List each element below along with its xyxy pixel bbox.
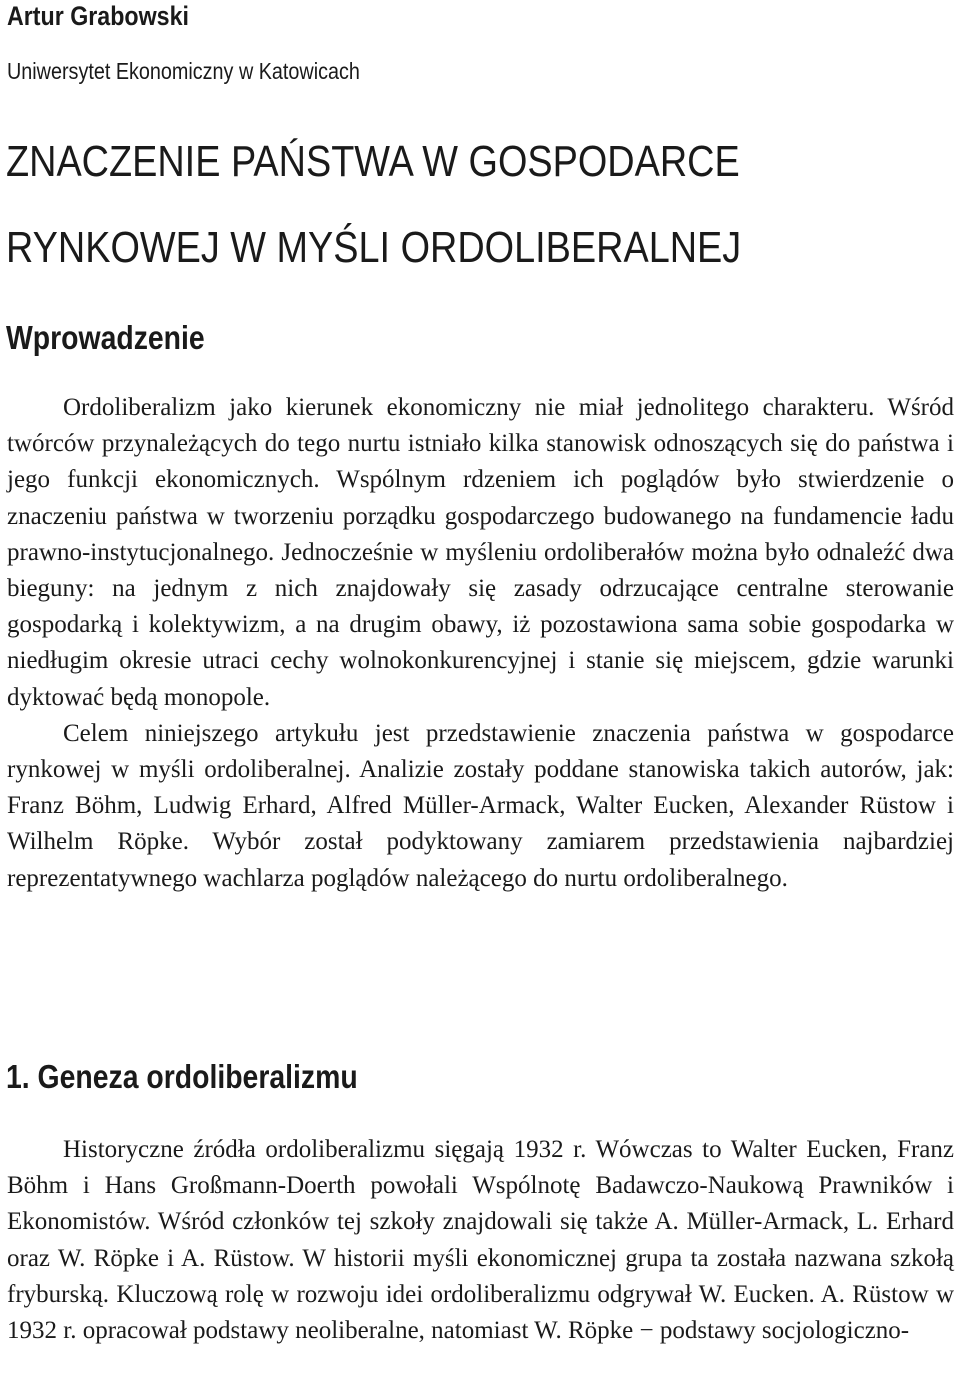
paragraph: Celem niniejszego artykułu jest przedstawienie znaczenia państwa w gospodarce rynkowej w myśli ordoliberalnej. Analizie zostały poddane stanowiska takich autorów, jak: Franz Böhm, Ludwig Erhard, Alfred Müller-Armack, Walter Eucken, Alexander Rüstow i Wilhelm Röpke. Wybór został podyktowany zamiarem przedstawienia najbardziej reprezentatywnego wachlarza poglądów należącego do nurtu ordoliberalnego. [7, 719, 954, 892]
introduction-body [7, 390, 954, 897]
paragraph: Ordoliberalizm jako kierunek ekonomiczny nie miał jednolitego charakteru. Wśród twórców przynależących do tego nurtu istniało kilka stanowisk odnoszących się do państwa i jego funkcji ekonomicznych. Wspólnym rdzeniem ich poglądów było stwierdzenie o znaczeniu państwa w tworzeniu porządku gospodarczego budowanego na fundamencie ładu prawno-instytucjonalnego. Jednocześnie w myśleniu ordoliberałów można było odnaleźć dwa bieguny: na jednym z nich znajdowały się zasady odrzucające centralne sterowanie gospodarką i kolektywizm, a na drugim obawy, iż pozostawiona sama sobie gospodarka w niedługim okresie utraci cechy wolnokonkurencyjnej i stanie się miejscem, gdzie warunki dyktować będą monopole. [7, 394, 954, 711]
genesis-body [7, 1132, 954, 1349]
paragraph: Historyczne źródła ordoliberalizmu sięgają 1932 r. Wówczas to Walter Eucken, Franz Böhm i Hans Großmann-Doerth powołali Wspólnotę Badawczo-Naukową Prawników i Ekonomistów. Wśród członków tej szkoły znajdowali się także A. Müller-Armack, L. Erhard oraz W. Röpke i A. Rüstow. W historii myśli ekonomicznej grupa ta została nazwana szkołą fryburską. Kluczową rolę w rozwoju idei ordoliberalizmu odgrywał W. Eucken. A. Rüstow w 1932 r. opracował podstawy neoliberalne, natomiast W. Röpke − podstawy socjologiczno- [7, 1136, 954, 1345]
author-affiliation: Uniwersytet Ekonomiczny w Katowicach [7, 58, 360, 84]
author-name: Artur Grabowski [7, 1, 189, 31]
section-heading-introduction: Wprowadzenie [6, 319, 205, 356]
section-heading-genesis: 1. Geneza ordoliberalizmu [6, 1058, 358, 1095]
article-title-line-1: ZNACZENIE PAŃSTWA W GOSPODARCE [6, 137, 740, 186]
article-title-line-2: RYNKOWEJ W MYŚLI ORDOLIBERALNEJ [6, 223, 742, 272]
